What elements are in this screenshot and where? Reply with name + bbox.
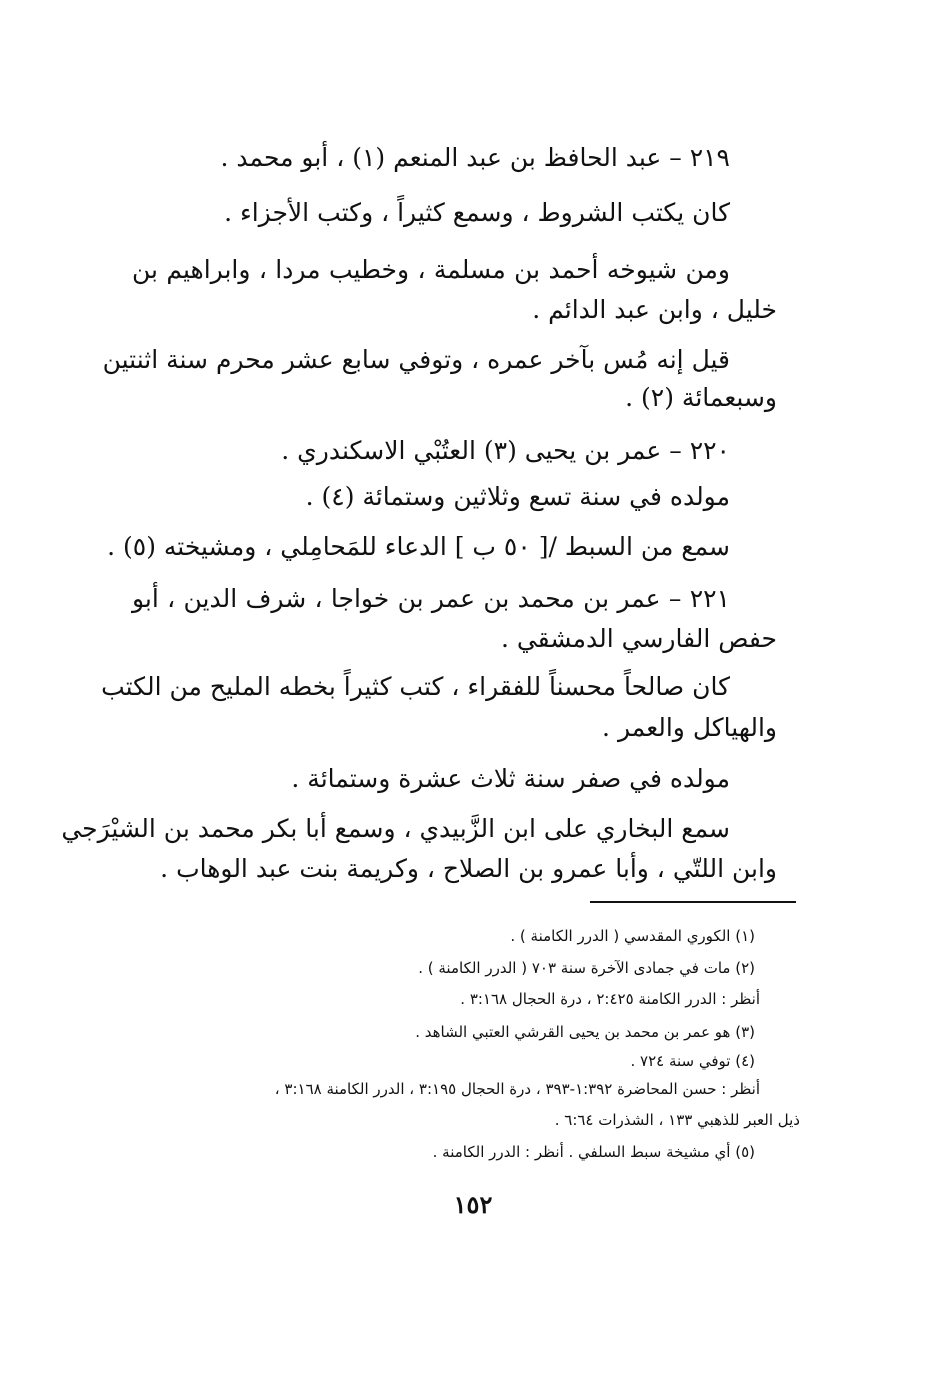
footnote-2-ref: أنظر : الدرر الكامنة ٢:٤٢٥ ، درة الحجال ٣:١٦٨ .	[460, 990, 760, 1008]
page-number: ١٥٢	[453, 1190, 493, 1219]
body-line: سمع البخاري على ابن الزَّبيدي ، وسمع أبا بكر محمد بن الشيْرَجي	[61, 814, 730, 843]
body-line: قيل إنه مُس بآخر عمره ، وتوفي سابع عشر محرم سنة اثنتين	[102, 345, 730, 374]
footnote-separator	[590, 901, 796, 903]
footnote-5: (٥) أي مشيخة سبط السلفي . أنظر : الدرر الكامنة .	[432, 1143, 755, 1161]
body-line: مولده في سنة تسع وثلاثين وستمائة (٤) .	[305, 482, 730, 511]
footnote-4-ref: أنظر : حسن المحاضرة ١:٣٩٢-٣٩٣ ، درة الحجال ٣:١٩٥ ، الدرر الكامنة ٣:١٦٨ ،	[274, 1080, 760, 1098]
body-line: سمع من السبط /[ ٥٠ ب ] الدعاء للمَحامِلي ، ومشيخته (٥) .	[107, 532, 730, 561]
body-line: مولده في صفر سنة ثلاث عشرة وستمائة .	[291, 764, 730, 793]
body-line: كان يكتب الشروط ، وسمع كثيراً ، وكتب الأجزاء .	[224, 198, 730, 227]
footnote-4: (٤) توفي سنة ٧٢٤ .	[630, 1052, 755, 1070]
body-line: ومن شيوخه أحمد بن مسلمة ، وخطيب مردا ، وابراهيم بن	[132, 255, 730, 284]
entry-220-heading: ٢٢٠ – عمر بن يحيى (٣) العتُبْي الاسكندري .	[281, 436, 730, 465]
footnote-4-ref-cont: ذيل العبر للذهبي ١٣٣ ، الشذرات ٦:٦٤ .	[554, 1111, 800, 1129]
body-line: كان صالحاً محسناً للفقراء ، كتب كثيراً بخطه المليح من الكتب	[101, 672, 730, 701]
body-line: وابن اللتّي ، وأبا عمرو بن الصلاح ، وكريمة بنت عبد الوهاب .	[160, 854, 777, 883]
footnote-2: (٢) مات في جمادى الآخرة سنة ٧٠٣ ( الدرر الكامنة ) .	[418, 959, 755, 977]
entry-219-heading: ٢١٩ – عبد الحافظ بن عبد المنعم (١) ، أبو محمد .	[220, 143, 730, 172]
body-line: خليل ، وابن عبد الدائم .	[532, 295, 777, 324]
footnote-3: (٣) هو عمر بن محمد بن يحيى القرشي العتبي الشاهد .	[415, 1023, 755, 1041]
entry-221-heading: ٢٢١ – عمر بن محمد بن عمر بن خواجا ، شرف الدين ، أبو	[132, 584, 730, 613]
footnote-1: (١) الكوري المقدسي ( الدرر الكامنة ) .	[510, 927, 755, 945]
body-line: والهياكل والعمر .	[602, 713, 777, 742]
body-line: حفص الفارسي الدمشقي .	[500, 624, 777, 653]
body-line: وسبعمائة (٢) .	[625, 383, 777, 412]
